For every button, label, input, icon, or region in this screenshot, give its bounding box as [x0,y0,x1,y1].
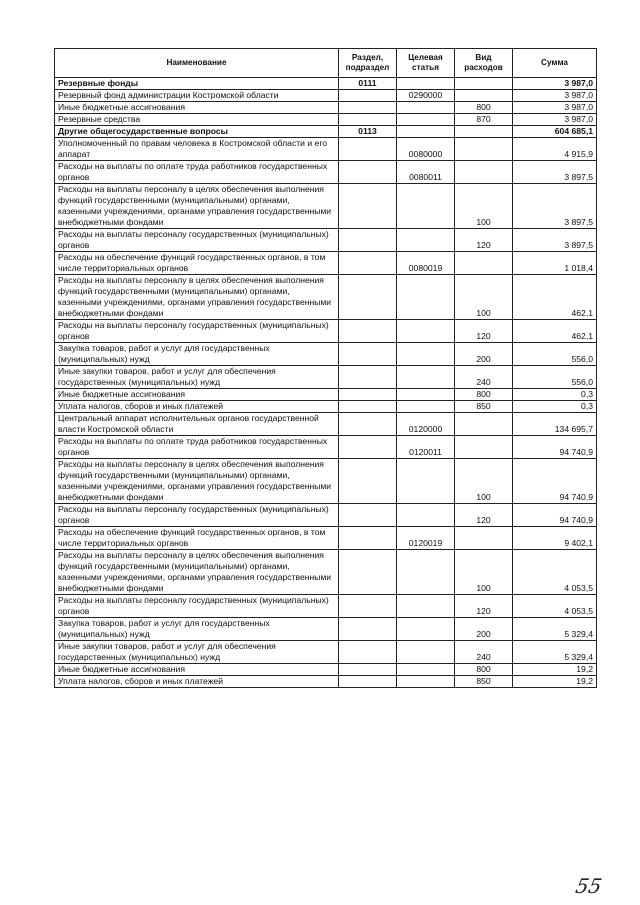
cell-type: 240 [455,366,513,389]
cell-sum: 1 018,4 [513,252,597,275]
cell-sum: 5 329,4 [513,641,597,664]
table-row [55,401,597,413]
cell-sum: 9 402,1 [513,527,597,550]
cell-name: Расходы на выплаты персоналу государственных (муниципальных) органов [55,320,339,343]
cell-target: 0080011 [397,161,455,184]
cell-section [339,676,397,688]
budget-table [54,48,597,688]
table-row [55,102,597,114]
cell-name: Резервный фонд администрации Костромской области [55,90,339,102]
cell-type: 200 [455,618,513,641]
cell-sum: 462,1 [513,275,597,320]
cell-sum: 3 897,5 [513,184,597,229]
cell-sum: 94 740,9 [513,436,597,459]
cell-type: 850 [455,401,513,413]
cell-sum: 3 987,0 [513,78,597,90]
table-row [55,229,597,252]
cell-target [397,664,455,676]
table-row [55,550,597,595]
cell-type: 870 [455,114,513,126]
cell-sum: 19,2 [513,664,597,676]
cell-section [339,550,397,595]
table-row [55,459,597,504]
cell-name: Расходы на выплаты персоналу государственных (муниципальных) органов [55,595,339,618]
cell-target [397,595,455,618]
cell-sum: 0,3 [513,389,597,401]
cell-target [397,78,455,90]
cell-type: 100 [455,550,513,595]
cell-type: 100 [455,459,513,504]
cell-name: Расходы на выплаты персоналу государственных (муниципальных) органов [55,229,339,252]
cell-section [339,527,397,550]
cell-sum: 3 897,5 [513,161,597,184]
cell-section [339,459,397,504]
cell-target [397,366,455,389]
table-row [55,78,597,90]
cell-type: 120 [455,595,513,618]
cell-type: 850 [455,676,513,688]
cell-type [455,161,513,184]
cell-section: 0111 [339,78,397,90]
cell-section [339,138,397,161]
cell-section [339,401,397,413]
cell-sum: 134 695,7 [513,413,597,436]
cell-name: Расходы на выплаты персоналу в целях обеспечения выполнения функций государственными (муниципальными) органами, казенными учреждениями, органами управления государственными внебюджетными фондами [55,275,339,320]
cell-target [397,114,455,126]
header-row [55,49,597,78]
cell-name: Иные закупки товаров, работ и услуг для обеспечения государственных (муниципальных) нужд [55,641,339,664]
table-body [55,78,597,688]
cell-name: Уплата налогов, сборов и иных платежей [55,401,339,413]
cell-type: 800 [455,389,513,401]
cell-sum: 4 053,5 [513,595,597,618]
cell-section [339,114,397,126]
table-row [55,676,597,688]
table-row [55,161,597,184]
table-row [55,126,597,138]
cell-section [339,275,397,320]
cell-target [397,550,455,595]
table-row [55,664,597,676]
table-row [55,90,597,102]
cell-name: Расходы на выплаты персоналу в целях обеспечения выполнения функций государственными (муниципальными) органами, казенными учреждениями, органами управления государственными внебюджетными фондами [55,550,339,595]
cell-target [397,184,455,229]
table-row [55,413,597,436]
cell-type [455,527,513,550]
cell-target [397,401,455,413]
cell-name: Центральный аппарат исполнительных органов государственной власти Костромской области [55,413,339,436]
cell-type: 120 [455,504,513,527]
cell-section: 0113 [339,126,397,138]
cell-name: Расходы на обеспечение функций государственных органов, в том числе территориальных органов [55,527,339,550]
table-row [55,138,597,161]
cell-target [397,102,455,114]
cell-target [397,676,455,688]
cell-sum: 3 987,0 [513,102,597,114]
cell-sum: 94 740,9 [513,504,597,527]
cell-type [455,126,513,138]
cell-sum: 5 329,4 [513,618,597,641]
cell-name: Резервные фонды [55,78,339,90]
cell-section [339,664,397,676]
cell-target [397,504,455,527]
cell-sum: 556,0 [513,343,597,366]
cell-sum: 0,3 [513,401,597,413]
cell-name: Закупка товаров, работ и услуг для государственных (муниципальных) нужд [55,343,339,366]
cell-type [455,413,513,436]
table-row [55,184,597,229]
table-row [55,436,597,459]
cell-name: Иные бюджетные ассигнования [55,389,339,401]
cell-section [339,102,397,114]
cell-section [339,389,397,401]
cell-type: 100 [455,275,513,320]
cell-name: Иные бюджетные ассигнования [55,664,339,676]
cell-section [339,343,397,366]
cell-target [397,275,455,320]
cell-target: 0120011 [397,436,455,459]
cell-sum: 556,0 [513,366,597,389]
cell-name: Расходы на выплаты персоналу в целях обеспечения выполнения функций государственными (муниципальными) органами, казенными учреждениями, органами управления государственными внебюджетными фондами [55,184,339,229]
table-row [55,595,597,618]
page-number: 55 [573,874,605,898]
cell-sum: 3 987,0 [513,90,597,102]
cell-target [397,641,455,664]
cell-type [455,252,513,275]
cell-name: Резервные средства [55,114,339,126]
cell-section [339,320,397,343]
table-row [55,343,597,366]
cell-type: 800 [455,102,513,114]
cell-type: 120 [455,229,513,252]
cell-sum: 604 685,1 [513,126,597,138]
table-row [55,252,597,275]
cell-type: 240 [455,641,513,664]
cell-sum: 94 740,9 [513,459,597,504]
header-section: Раздел, подраздел [339,49,397,78]
cell-name: Уплата налогов, сборов и иных платежей [55,676,339,688]
table-row [55,618,597,641]
cell-target: 0080000 [397,138,455,161]
cell-section [339,90,397,102]
cell-section [339,252,397,275]
cell-type [455,90,513,102]
cell-sum: 3 897,5 [513,229,597,252]
cell-section [339,436,397,459]
cell-target [397,320,455,343]
table-row [55,320,597,343]
cell-section [339,229,397,252]
table-row [55,527,597,550]
cell-target [397,459,455,504]
cell-name: Закупка товаров, работ и услуг для государственных (муниципальных) нужд [55,618,339,641]
cell-name: Иные бюджетные ассигнования [55,102,339,114]
cell-section [339,366,397,389]
cell-section [339,184,397,229]
cell-target [397,389,455,401]
cell-name: Расходы на выплаты персоналу в целях обеспечения выполнения функций государственными (муниципальными) органами, казенными учреждениями, органами управления государственными внебюджетными фондами [55,459,339,504]
header-target: Целевая статья [397,49,455,78]
table-row [55,389,597,401]
cell-type: 200 [455,343,513,366]
cell-name: Уполномоченный по правам человека в Костромской области и его аппарат [55,138,339,161]
cell-sum: 462,1 [513,320,597,343]
cell-sum: 4 053,5 [513,550,597,595]
cell-section [339,595,397,618]
cell-sum: 4 915,9 [513,138,597,161]
cell-section [339,161,397,184]
cell-sum: 3 987,0 [513,114,597,126]
table-row [55,641,597,664]
cell-type [455,78,513,90]
cell-name: Иные закупки товаров, работ и услуг для обеспечения государственных (муниципальных) нужд [55,366,339,389]
cell-sum: 19,2 [513,676,597,688]
table-row [55,366,597,389]
cell-target [397,229,455,252]
cell-type [455,138,513,161]
cell-name: Другие общегосударственные вопросы [55,126,339,138]
cell-target [397,618,455,641]
cell-name: Расходы на выплаты по оплате труда работников государственных органов [55,161,339,184]
cell-target: 0120000 [397,413,455,436]
header-type: Вид расходов [455,49,513,78]
cell-type [455,436,513,459]
cell-section [339,618,397,641]
cell-target: 0290000 [397,90,455,102]
cell-target: 0120019 [397,527,455,550]
table-row [55,114,597,126]
cell-section [339,413,397,436]
table-row [55,275,597,320]
header-name: Наименование [55,49,339,78]
table-row [55,504,597,527]
cell-section [339,504,397,527]
cell-target [397,343,455,366]
cell-type: 120 [455,320,513,343]
header-sum: Сумма [513,49,597,78]
cell-target: 0080019 [397,252,455,275]
cell-type: 800 [455,664,513,676]
cell-name: Расходы на обеспечение функций государственных органов, в том числе территориальных органов [55,252,339,275]
cell-name: Расходы на выплаты персоналу государственных (муниципальных) органов [55,504,339,527]
cell-name: Расходы на выплаты по оплате труда работников государственных органов [55,436,339,459]
cell-section [339,641,397,664]
cell-type: 100 [455,184,513,229]
cell-target [397,126,455,138]
